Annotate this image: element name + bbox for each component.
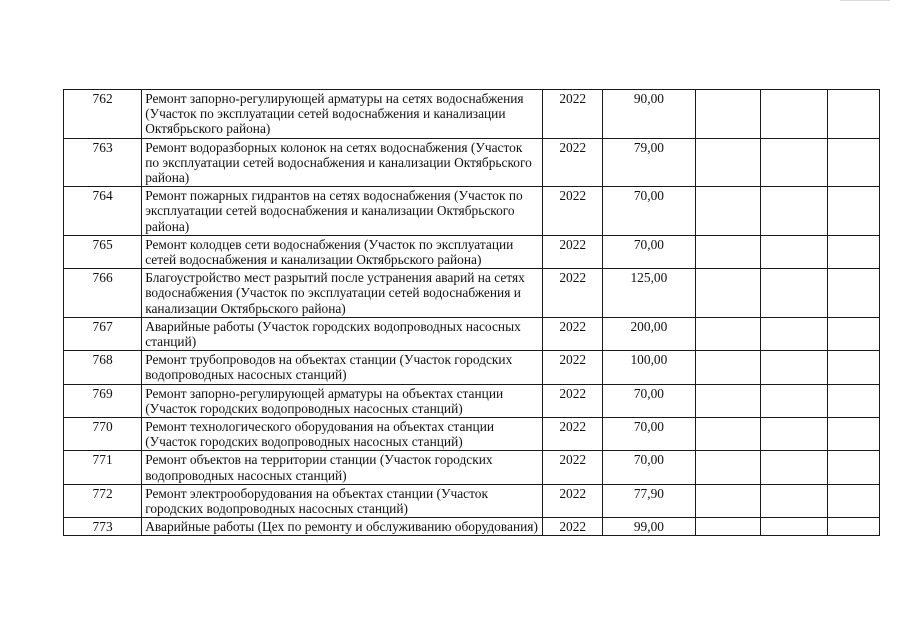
row-number: 769 <box>64 384 142 417</box>
row-amount: 100,00 <box>603 351 695 384</box>
row-number: 765 <box>64 235 142 268</box>
table-row <box>64 418 880 451</box>
empty-cell <box>827 418 879 451</box>
empty-cell <box>827 317 879 350</box>
row-description: Ремонт трубопроводов на объектах станции (Участок городских водопроводных насосных станций) <box>142 351 543 384</box>
empty-cell <box>695 351 760 384</box>
empty-cell <box>695 317 760 350</box>
row-amount: 99,00 <box>603 518 695 536</box>
empty-cell <box>695 269 760 318</box>
table-row <box>64 451 880 484</box>
row-amount: 125,00 <box>603 269 695 318</box>
row-description: Ремонт объектов на территории станции (Участок городских водопроводных насосных станций) <box>142 451 543 484</box>
empty-cell <box>760 90 827 139</box>
empty-cell <box>695 235 760 268</box>
row-description: Аварийные работы (Цех по ремонту и обслуживанию оборудования) <box>142 518 543 536</box>
row-year: 2022 <box>543 317 603 350</box>
empty-cell <box>827 235 879 268</box>
row-year: 2022 <box>543 235 603 268</box>
row-year: 2022 <box>543 269 603 318</box>
empty-cell <box>760 484 827 517</box>
empty-cell <box>695 484 760 517</box>
row-description: Ремонт пожарных гидрантов на сетях водоснабжения (Участок по эксплуатации сетей водоснабжения и канализации Октябрьского района) <box>142 187 543 236</box>
empty-cell <box>827 187 879 236</box>
empty-cell <box>760 384 827 417</box>
table-row <box>64 269 880 318</box>
row-amount: 70,00 <box>603 451 695 484</box>
works-table-body <box>64 90 880 536</box>
empty-cell <box>695 187 760 236</box>
empty-cell <box>827 384 879 417</box>
table-row <box>64 518 880 536</box>
empty-cell <box>695 518 760 536</box>
works-table <box>63 89 880 536</box>
row-description: Аварийные работы (Участок городских водопроводных насосных станций) <box>142 317 543 350</box>
empty-cell <box>695 90 760 139</box>
row-year: 2022 <box>543 518 603 536</box>
empty-cell <box>760 518 827 536</box>
row-amount: 79,00 <box>603 138 695 187</box>
empty-cell <box>827 269 879 318</box>
table-row <box>64 317 880 350</box>
row-description: Ремонт технологического оборудования на объектах станции (Участок городских водопроводных насосных станций) <box>142 418 543 451</box>
row-number: 768 <box>64 351 142 384</box>
empty-cell <box>695 138 760 187</box>
empty-cell <box>827 518 879 536</box>
table-row <box>64 90 880 139</box>
row-number: 771 <box>64 451 142 484</box>
row-number: 766 <box>64 269 142 318</box>
row-number: 763 <box>64 138 142 187</box>
empty-cell <box>760 317 827 350</box>
row-description: Благоустройство мест разрытий после устранения аварий на сетях водоснабжения (Участок по эксплуатации сетей водоснабжения и канализации Октябрьского района) <box>142 269 543 318</box>
row-year: 2022 <box>543 484 603 517</box>
row-description: Ремонт колодцев сети водоснабжения (Участок по эксплуатации сетей водоснабжения и канализации Октябрьского района) <box>142 235 543 268</box>
table-row <box>64 351 880 384</box>
table-row <box>64 235 880 268</box>
empty-cell <box>827 451 879 484</box>
row-year: 2022 <box>543 418 603 451</box>
row-description: Ремонт водоразборных колонок на сетях водоснабжения (Участок по эксплуатации сетей водоснабжения и канализации Октябрьского района) <box>142 138 543 187</box>
empty-cell <box>760 269 827 318</box>
empty-cell <box>695 451 760 484</box>
row-year: 2022 <box>543 90 603 139</box>
row-description: Ремонт запорно-регулирующей арматуры на объектах станции (Участок городских водопроводных насосных станций) <box>142 384 543 417</box>
row-year: 2022 <box>543 451 603 484</box>
row-amount: 200,00 <box>603 317 695 350</box>
row-year: 2022 <box>543 384 603 417</box>
row-number: 764 <box>64 187 142 236</box>
row-description: Ремонт запорно-регулирующей арматуры на сетях водоснабжения (Участок по эксплуатации сетей водоснабжения и канализации Октябрьского района) <box>142 90 543 139</box>
empty-cell <box>827 138 879 187</box>
row-amount: 70,00 <box>603 418 695 451</box>
row-amount: 77,90 <box>603 484 695 517</box>
row-number: 773 <box>64 518 142 536</box>
empty-cell <box>760 187 827 236</box>
row-year: 2022 <box>543 187 603 236</box>
empty-cell <box>760 351 827 384</box>
row-year: 2022 <box>543 351 603 384</box>
row-amount: 70,00 <box>603 187 695 236</box>
row-amount: 90,00 <box>603 90 695 139</box>
scan-mark <box>840 0 890 1</box>
row-number: 770 <box>64 418 142 451</box>
table-row <box>64 138 880 187</box>
empty-cell <box>827 90 879 139</box>
empty-cell <box>760 418 827 451</box>
table-row <box>64 484 880 517</box>
row-amount: 70,00 <box>603 384 695 417</box>
table-row <box>64 187 880 236</box>
empty-cell <box>760 235 827 268</box>
table-row <box>64 384 880 417</box>
empty-cell <box>827 484 879 517</box>
empty-cell <box>695 418 760 451</box>
row-number: 762 <box>64 90 142 139</box>
row-number: 767 <box>64 317 142 350</box>
row-year: 2022 <box>543 138 603 187</box>
empty-cell <box>827 351 879 384</box>
row-description: Ремонт электрооборудования на объектах станции (Участок городских водопроводных насосных станций) <box>142 484 543 517</box>
empty-cell <box>695 384 760 417</box>
empty-cell <box>760 451 827 484</box>
row-number: 772 <box>64 484 142 517</box>
row-amount: 70,00 <box>603 235 695 268</box>
empty-cell <box>760 138 827 187</box>
